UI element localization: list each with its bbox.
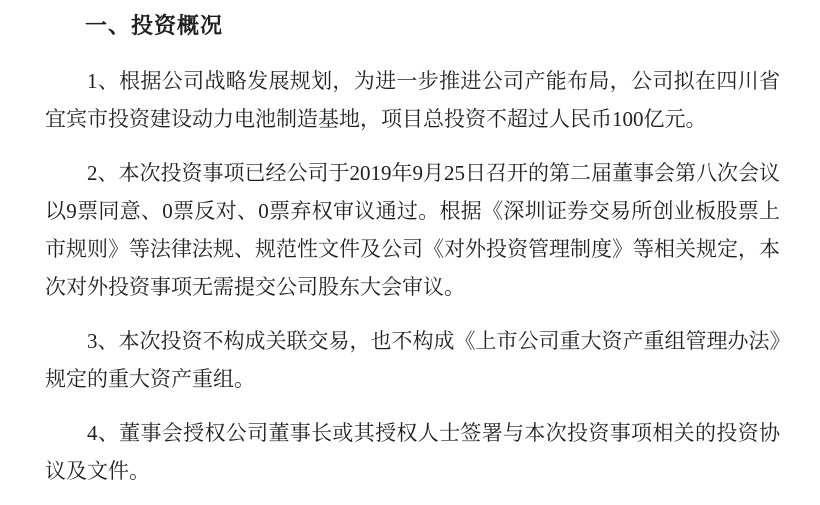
paragraph-related-transaction: 3、本次投资不构成关联交易，也不构成《上市公司重大资产重组管理办法》规定的重大资产重组。 — [45, 329, 780, 391]
paragraph-investment-plan: 1、根据公司战略发展规划，为进一步推进公司产能布局，公司拟在四川省宜宾市投资建设动力电池制造基地，项目总投资不超过人民币100亿元。 — [45, 69, 780, 131]
paragraph-board-approval: 2、本次投资事项已经公司于2019年9月25日召开的第二届董事会第八次会议以9票同意、0票反对、0票弃权审议通过。根据《深圳证券交易所创业板股票上市规则》等法律法规、规范性文件及公司《对外投资管理制度》等相关规定，本次对外投资事项无需提交公司股东大会审议。 — [45, 161, 780, 299]
paragraph-authorization: 4、董事会授权公司董事长或其授权人士签署与本次投资事项相关的投资协议及文件。 — [45, 421, 780, 483]
section-heading: 一、投资概况 — [85, 13, 224, 38]
